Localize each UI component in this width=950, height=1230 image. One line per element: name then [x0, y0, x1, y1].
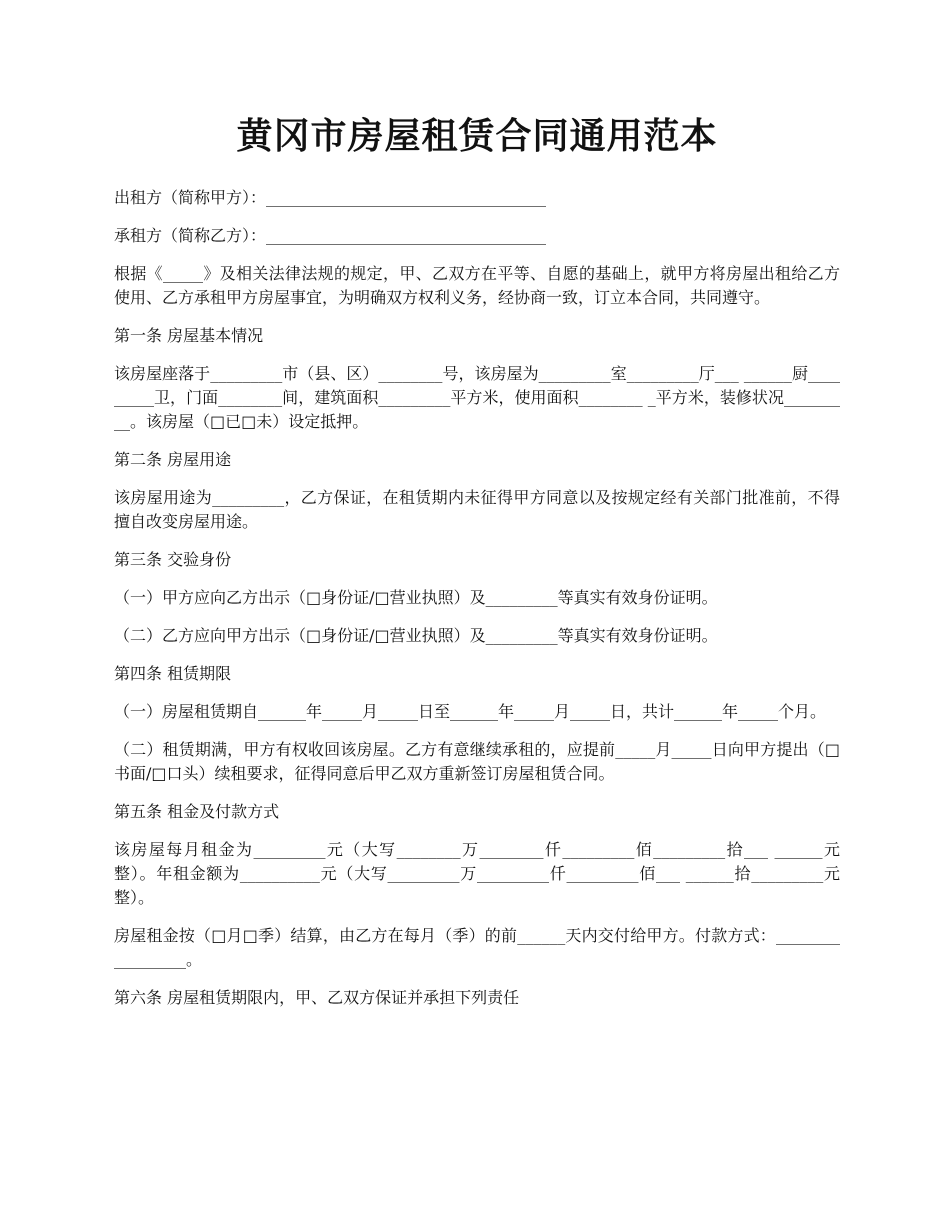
contract-page [114, 112, 840, 1024]
article-5-payment-terms: 房屋租金按（□月□季）结算，由乙方在每月（季）的前______天内交付给甲方。付款方式：_________________。 [114, 926, 840, 969]
article-4-clause-1: （一）房屋租赁期自______年_____月_____日至______年_____月_____日，共计______年_____个月。 [114, 702, 827, 721]
article-5-heading: 第五条 租金及付款方式 [114, 802, 280, 821]
article-3-clause-2: （二）乙方应向甲方出示（□身份证/□营业执照）及_________等真实有效身份证明。 [114, 626, 718, 645]
article-1-body: 该房屋座落于_________市（县、区）________号，该房屋为_________室_________厅___ ______厨_________卫，门面________间，建筑面积_________平方米，使用面积________ _平方米，装修状况_________。该房屋（□已□未）设定抵押。 [114, 364, 840, 431]
article-5-rent-amount: 该房屋每月租金为_________元（大写________万________仟_________佰_________拾___ ______元整）。年租金额为__________元（大写_________万_________仟_________佰___ ______拾_________元整）。 [114, 840, 840, 907]
article-2-heading: 第二条 房屋用途 [114, 450, 232, 469]
preamble-paragraph: 根据《_____》及相关法律法规的规定，甲、乙双方在平等、自愿的基础上，就甲方将房屋出租给乙方使用、乙方承租甲方房屋事宜，为明确双方权利义务，经协商一致，订立本合同，共同遵守。 [114, 264, 840, 307]
article-6-heading: 第六条 房屋租赁期限内，甲、乙双方保证并承担下列责任 [114, 988, 520, 1007]
lessor-line: 出租方（简称甲方）：___________________________________ [114, 188, 547, 207]
article-3-clause-1: （一）甲方应向乙方出示（□身份证/□营业执照）及_________等真实有效身份证明。 [114, 588, 718, 607]
article-3-heading: 第三条 交验身份 [114, 550, 232, 569]
article-1-heading: 第一条 房屋基本情况 [114, 326, 264, 345]
article-4-heading: 第四条 租赁期限 [114, 664, 232, 683]
lessee-line: 承租方（简称乙方）：___________________________________ [114, 226, 547, 245]
article-4-clause-2: （二）租赁期满，甲方有权收回该房屋。乙方有意继续承租的，应提前_____月_____日向甲方提出（□书面/□口头）续租要求，征得同意后甲乙双方重新签订房屋租赁合同。 [114, 740, 840, 783]
document-title: 黄冈市房屋租赁合同通用范本 [236, 115, 718, 157]
article-2-body: 该房屋用途为_________，乙方保证，在租赁期内未征得甲方同意以及按规定经有关部门批准前，不得擅自改变房屋用途。 [114, 488, 840, 531]
